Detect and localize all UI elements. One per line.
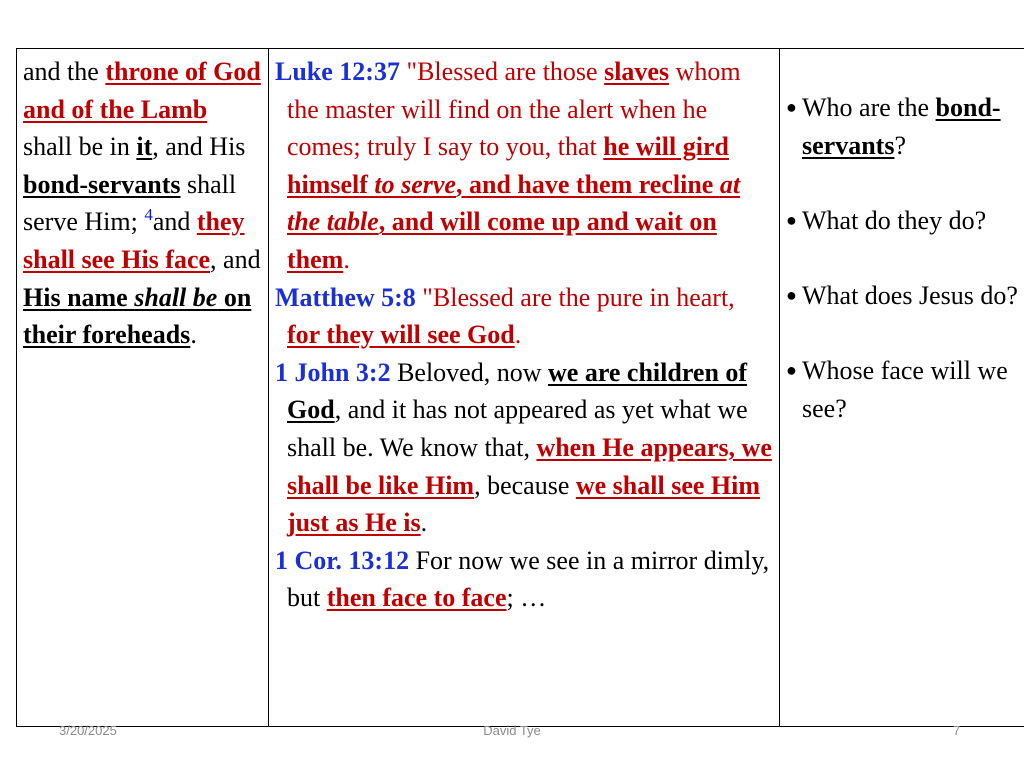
question-emphasis: bond-servants xyxy=(802,93,1001,160)
question-item xyxy=(786,277,1024,315)
question-item xyxy=(786,352,1024,427)
footer-author: David Tye xyxy=(483,723,541,738)
matthew-reference xyxy=(275,279,773,354)
question-text: ? xyxy=(894,130,906,160)
question-item xyxy=(786,89,1024,164)
john-reference xyxy=(275,354,773,542)
bullet-icon: ● xyxy=(786,360,797,381)
question-text: What do they do? xyxy=(802,205,987,235)
ref-highlight-italic: to serve xyxy=(374,169,456,199)
table-row xyxy=(17,49,1024,727)
rev-emphasis-bond-servants: bond-servants xyxy=(23,169,181,199)
question-text: What does Jesus do? xyxy=(802,280,1018,310)
ref-highlight: slaves xyxy=(604,57,670,86)
ref-text: , and it has not appeared as yet what we shall be. We know that, xyxy=(287,395,748,462)
ref-highlight: for they will see God xyxy=(287,320,515,350)
rev-highlight-face: they shall see His face xyxy=(23,207,245,274)
ref-text: "Blessed are those xyxy=(399,57,605,86)
rev-emphasis-foreheads: on their foreheads xyxy=(23,282,252,350)
rev-highlight-throne: throne of God and of the Lamb xyxy=(23,57,261,124)
ref-text: . xyxy=(420,508,428,538)
scripture-table xyxy=(16,48,1024,727)
rev-text: and xyxy=(152,207,197,237)
question-text: Whose face will we see? xyxy=(802,356,1008,423)
footer-date: 3/20/2025 xyxy=(59,723,117,738)
reference-title: 1 John 3:2 xyxy=(275,357,391,387)
rev-text: , and His xyxy=(152,132,246,162)
rev-text: . xyxy=(190,320,197,350)
corinthians-reference xyxy=(275,542,773,617)
rev-text: , and xyxy=(210,244,261,274)
ref-highlight: , and have them recline xyxy=(455,169,720,199)
ref-text: ; … xyxy=(506,583,547,613)
ref-text: Beloved, now xyxy=(390,357,548,387)
ref-text: . xyxy=(514,320,522,350)
ref-text: , because xyxy=(474,470,576,500)
ref-highlight-italic: at the table xyxy=(287,169,741,237)
ref-emphasis: we are children of God xyxy=(287,357,748,425)
ref-highlight: he will gird himself xyxy=(287,132,729,199)
references-cell xyxy=(269,49,780,727)
ref-text: For now we see in a mirror dimly, but xyxy=(287,545,770,613)
bullet-icon: ● xyxy=(786,97,797,117)
ref-highlight: , and will come up and wait on them xyxy=(287,207,717,274)
reference-title: 1 Cor. 13:12 xyxy=(275,545,410,575)
luke-reference xyxy=(275,53,773,279)
reference-title: Luke 12:37 xyxy=(275,57,400,86)
verse-number: 4 xyxy=(144,205,153,225)
ref-highlight: then face to face xyxy=(326,583,507,613)
questions-cell xyxy=(780,49,1024,727)
footer-page-number: 7 xyxy=(953,723,961,738)
rev-emphasis-shall-be: shall be xyxy=(134,282,218,312)
ref-text: whom the master will find on the alert when he comes; truly I say to you, that xyxy=(287,57,741,162)
rev-text: and the xyxy=(23,57,106,86)
rev-text: shall serve Him; xyxy=(23,169,237,237)
revelation-cell xyxy=(17,49,269,727)
reference-title: Matthew 5:8 xyxy=(275,282,416,312)
bullet-icon: ● xyxy=(786,209,797,230)
ref-text: . xyxy=(343,244,350,274)
question-item xyxy=(786,202,1024,240)
rev-emphasis-name: His name xyxy=(23,282,135,312)
ref-text: "Blessed are the pure in heart, xyxy=(415,282,735,312)
ref-highlight: we shall see Him just as He is xyxy=(287,470,761,538)
question-text: Who are the xyxy=(802,93,936,122)
ref-highlight: when He appears, we shall be like Him xyxy=(287,432,772,500)
rev-emphasis-it: it xyxy=(136,132,153,162)
rev-text: shall be in xyxy=(23,132,137,162)
bullet-icon: ● xyxy=(786,284,797,305)
